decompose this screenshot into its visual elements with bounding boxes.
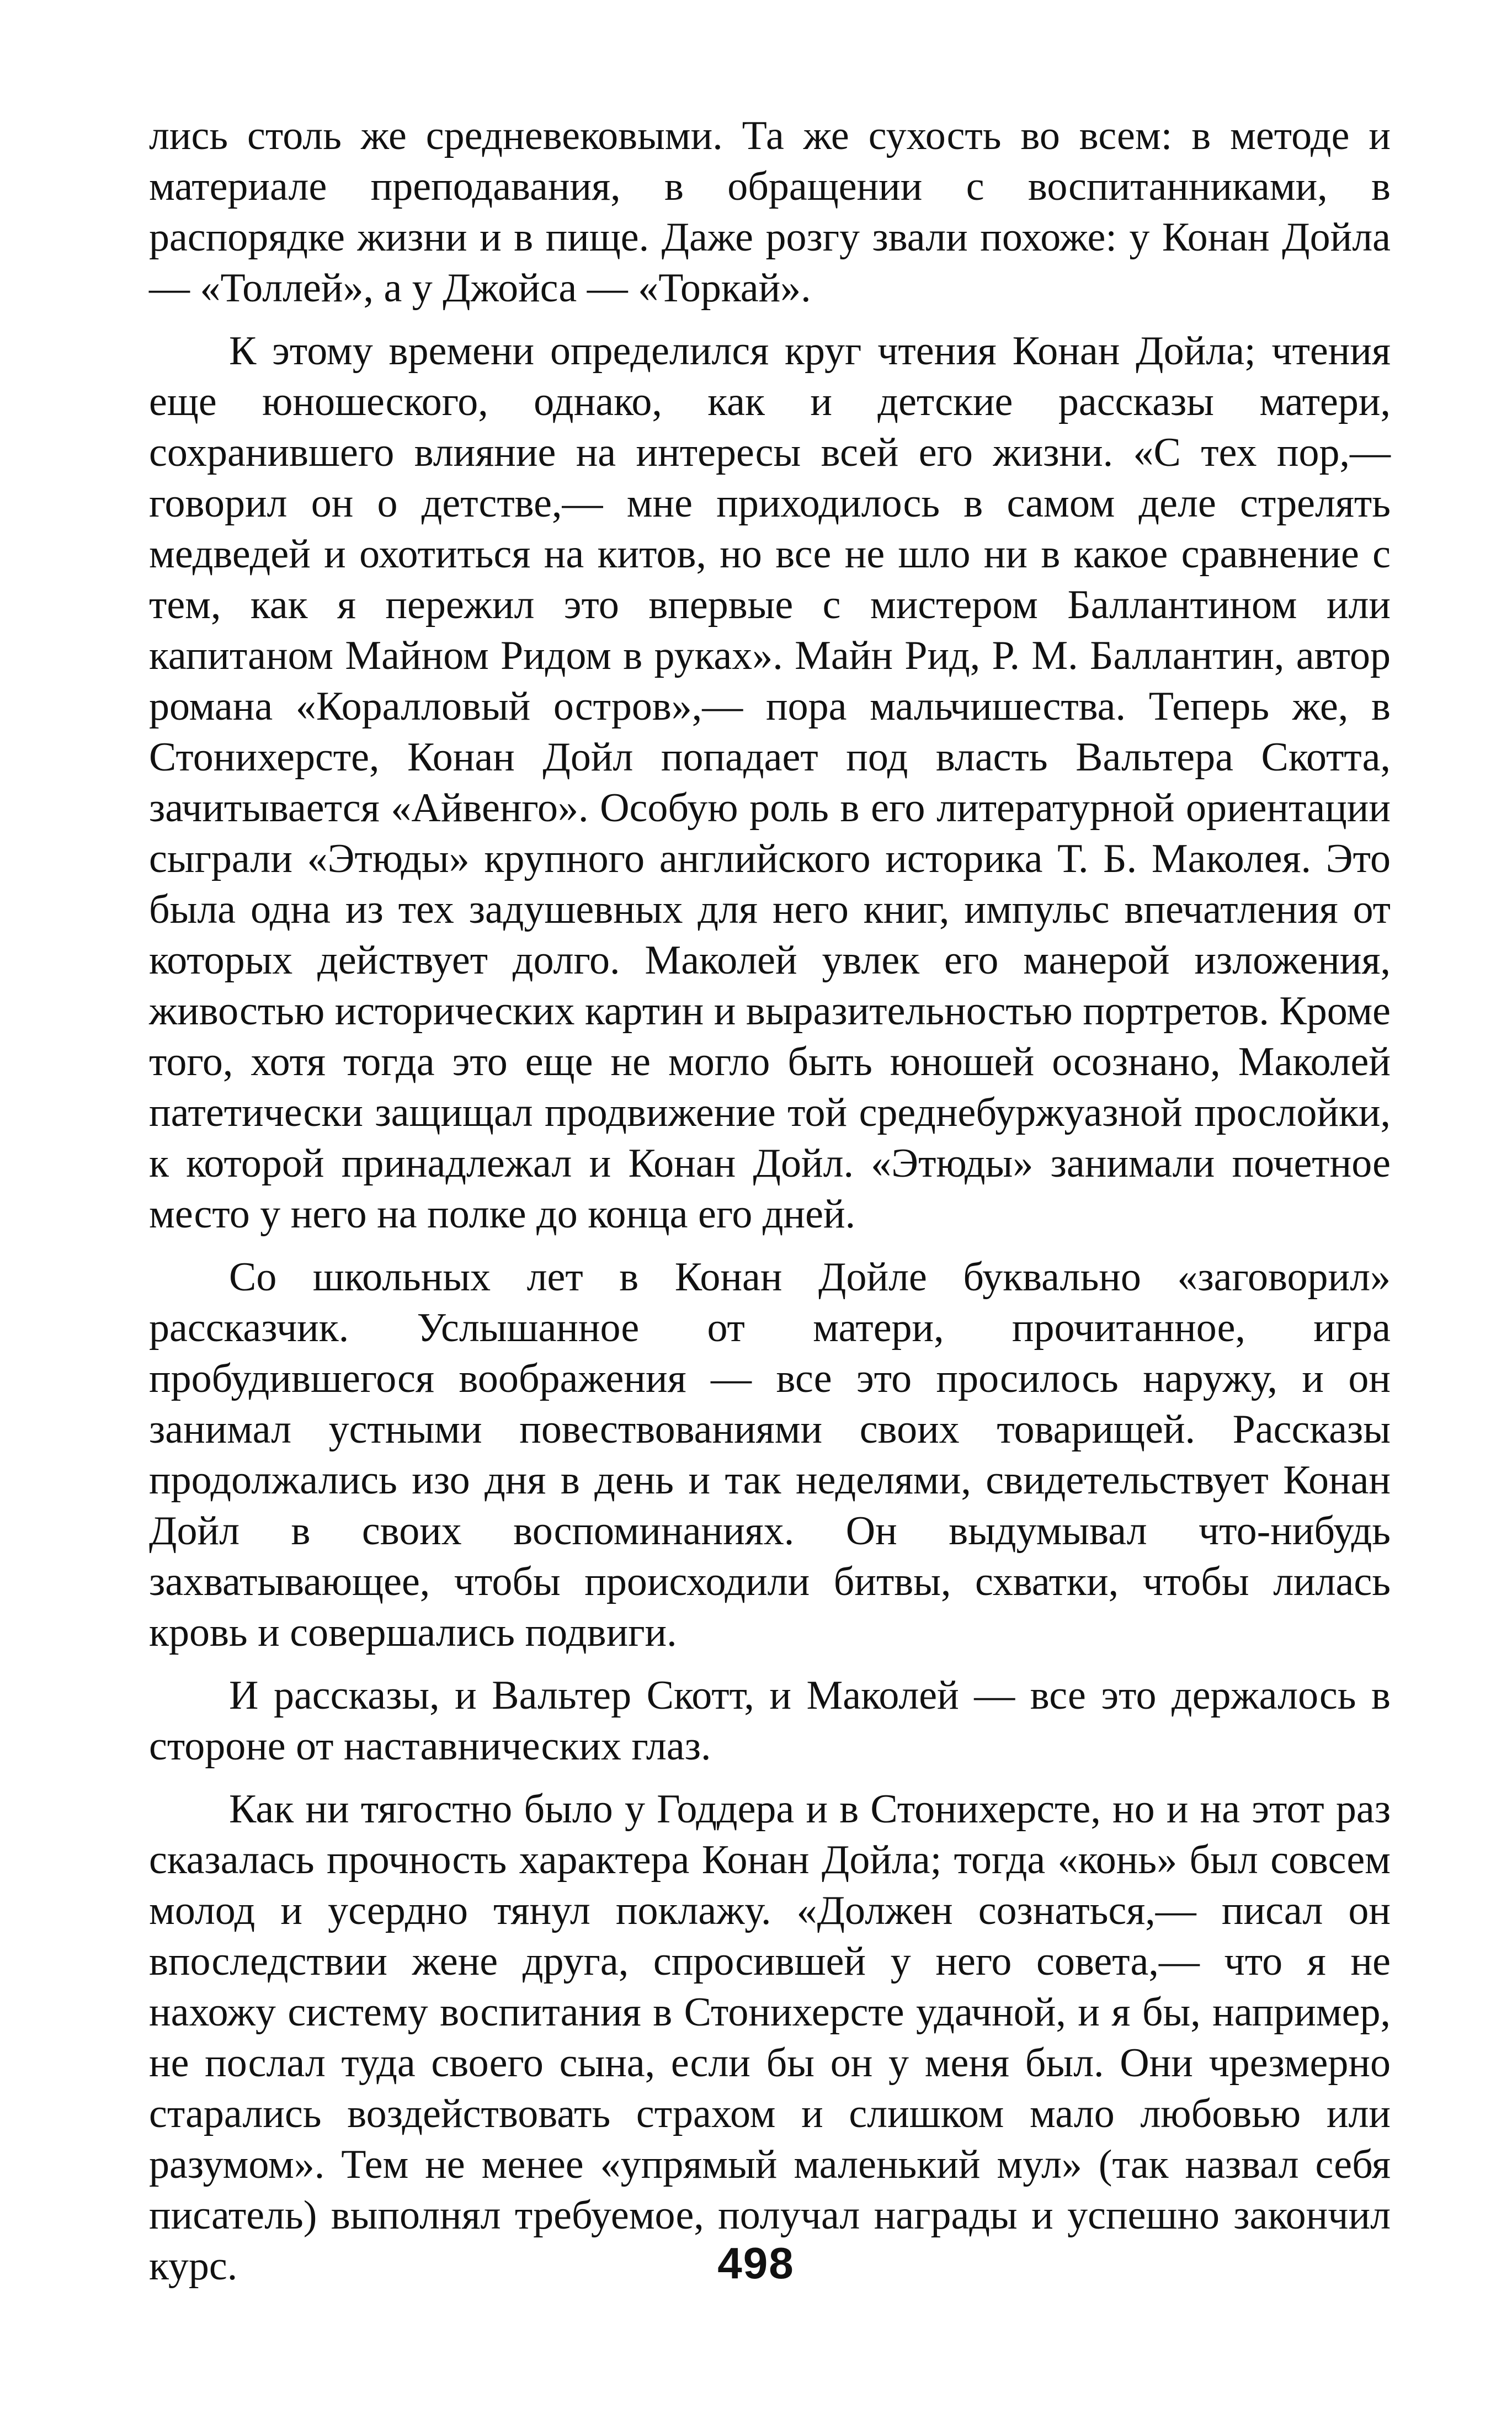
page-number: 498 [717,2239,795,2288]
paragraph-2: К этому времени определился круг чтения Конан Дойла; чтения еще юношеского, однако, как и детские рассказы матери, сохранившего влияние на интересы всей его жизни. «С тех пор,— говорил он о детстве,— мне приходилось в самом деле стрелять медведей и охотиться на китов, но все не шло ни в какое сравнение с тем, как я пережил это впервые с мистером Баллантином или капитаном Майном Ридом в руках». Майн Рид, Р. М. Баллантин, автор романа «Коралловый остров»,— пора мальчишества. Теперь же, в Стонихерсте, Конан Дойл попадает под власть Вальтера Скотта, зачитывается «Айвенго». Особую роль в его литературной ориентации сыграли «Этюды» крупного английского историка Т. Б. Маколея. Это была одна из тех задушевных для него книг, импульс впечатления от которых действует долго. Маколей увлек его манерой изложения, живостью исторических картин и выразительностью портретов. Кроме того, хотя тогда это еще не могло быть юношей осознано, Маколей патетически защищал продвижение той среднебуржуазной прослойки, к которой принадлежал и Конан Дойл. «Этюды» занимали почетное место у него на полке до конца его дней. [149,328,1391,1237]
paragraph-1: лись столь же средневековыми. Та же сухость во всем: в методе и материале преподавания, в обращении с воспитанниками, в распорядке жизни и в пище. Даже розгу звали похоже: у Конан Дойла — «Толлей», а у Джойса — «Торкай». [149,113,1391,311]
paragraph-5: Как ни тягостно было у Годдера и в Стонихерсте, но и на этот раз сказалась прочность характера Конан Дойла; тогда «конь» был совсем молод и усердно тянул поклажу. «Должен сознаться,— писал он впоследствии жене друга, спросившей у него совета,— что я не нахожу систему воспитания в Стонихерсте удачной, и я бы, например, не послал туда своего сына, если бы он у меня был. Они чрезмерно старались воздействовать страхом и слишком мало любовью или разумом». Тем не менее «упрямый маленький мул» (так назвал себя писатель) выполнял требуемое, получал награды и успешно закончил курс. [149,1787,1391,2289]
paragraph-4: И рассказы, и Вальтер Скотт, и Маколей — все это держалось в стороне от наставнических глаз. [149,1673,1391,1769]
paragraph-3: Со школьных лет в Конан Дойле буквально «заговорил» рассказчик. Услышанное от матери, прочитанное, игра пробудившегося воображения — все это просилось наружу, и он занимал устными повествованиями своих товарищей. Рассказы продолжались изо дня в день и так неделями, свидетельствует Конан Дойл в своих воспоминаниях. Он выдумывал что-нибудь захватывающее, чтобы происходили битвы, схватки, чтобы лилась кровь и совершались подвиги. [149,1254,1391,1655]
page-text [149,110,1391,2304]
